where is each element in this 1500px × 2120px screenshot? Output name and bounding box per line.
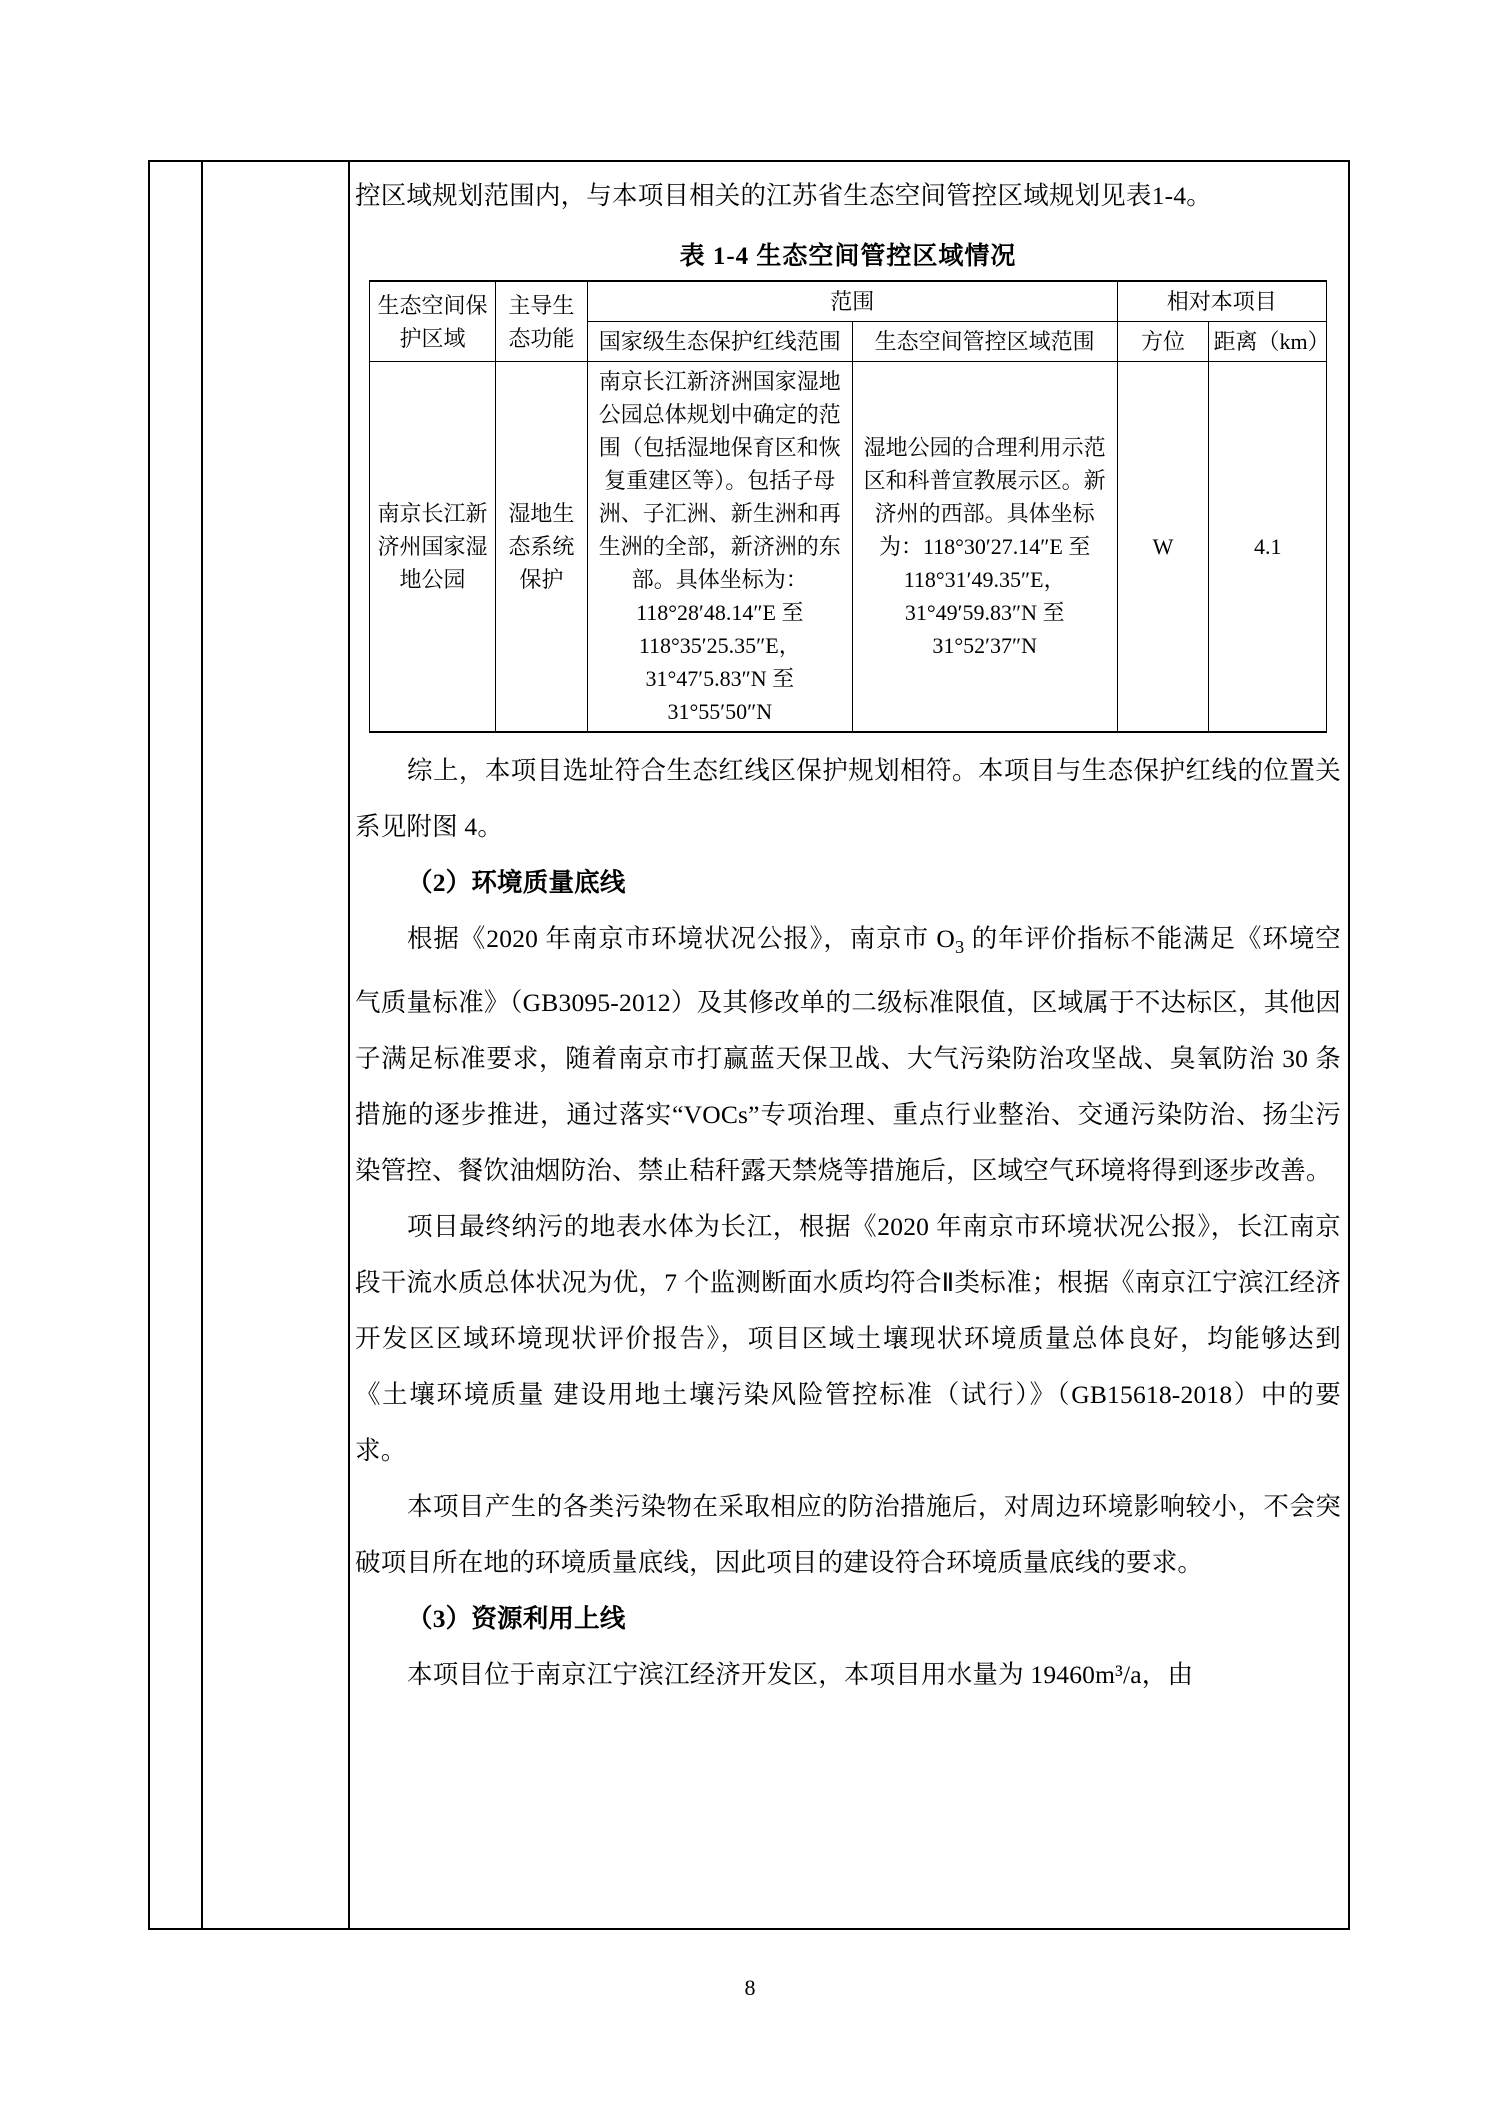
paragraph-environment-1b: 的年评价指标不能满足《环境空气质量标准》（GB3095-2012）及其修改单的二级标准限值，区域属于不达标区，其他因子满足标准要求，随着南京市打赢蓝天保卫战、大气污染防治攻坚战、臭氧防治 30 条措施的逐步推进，通过落实“VOCs”专项治理、重点行业整治、交通污染防治、扬尘污染管控、餐饮油烟防治、禁止秸秆露天禁烧等措施后，区域空气环境将得到逐步改善。 [355,924,1341,1186]
header-redline-range: 国家级生态保护红线范围 [587,322,852,362]
table-caption: 表 1-4 生态空间管控区域情况 [679,243,1017,270]
paragraph-resource: 本项目位于南京江宁滨江经济开发区，本项目用水量为 19460m³/a，由 [407,1660,1194,1690]
eco-space-table [369,280,1330,733]
page-number: 8 [744,1975,756,2000]
cell-control-range: 湿地公园的合理利用示范区和科普宣教展示区。新济州的西部。具体坐标为：118°30′27.14″E 至 118°31′49.35″E，31°49′59.83″N 至 31°52′37″N [852,362,1117,733]
header-group-relative: 相对本项目 [1117,281,1326,322]
paragraph-continued: 控区域规划范围内，与本项目相关的江苏省生态空间管控区域规划见表1-4。 [355,181,1212,210]
table-column-divider-1 [201,160,203,1930]
paragraph-after-table: 综上，本项目选址符合生态红线区保护规划相符。本项目与生态保护红线的位置关系见附图 4。 [355,756,1341,841]
cell-protected-area: 南京长江新济州国家湿地公园 [370,362,496,733]
cell-main-function: 湿地生态系统保护 [496,362,588,733]
header-direction: 方位 [1117,322,1209,362]
cell-redline-range: 南京长江新济洲国家湿地公园总体规划中确定的范围（包括湿地保育区和恢复重建区等）。包括子母洲、子汇洲、新生洲和再生洲的全部，新济洲的东部。具体坐标为：118°28′48.14″E 至 118°35′25.35″E，31°47′5.83″N 至 31°55′50″N [587,362,852,733]
table-row [370,362,1327,733]
cell-direction: W [1117,362,1209,733]
header-distance: 距离（km） [1209,322,1327,362]
table-column-divider-2 [348,160,350,1930]
paragraph-environment-2: 项目最终纳污的地表水体为长江，根据《2020 年南京市环境状况公报》，长江南京段干流水质总体状况为优，7 个监测断面水质均符合Ⅱ类标准；根据《南京江宁滨江经济开发区区域环境现状评价报告》，项目区域土壤现状环境质量总体良好，均能够达到《土壤环境质量 建设用地土壤污染风险管控标准（试行）》（GB15618-2018）中的要求。 [355,1212,1341,1466]
paragraph-environment-3: 本项目产生的各类污染物在采取相应的防治措施后，对周边环境影响较小，不会突破项目所在地的环境质量底线，因此项目的建设符合环境质量底线的要求。 [355,1492,1341,1578]
header-protected-area: 生态空间保护区域 [370,281,496,362]
paragraph-environment-1 [355,911,1341,1199]
paragraph-environment-1a: 根据《2020 年南京市环境状况公报》，南京市 O [407,924,956,953]
header-control-range: 生态空间管控区域范围 [852,322,1117,362]
header-main-function: 主导生态功能 [496,281,588,362]
heading-resource-ceiling: （3）资源利用上线 [407,1604,626,1634]
document-content [355,168,1341,1703]
table-header-row-1 [370,281,1327,322]
subscript-ozone: 3 [955,937,965,958]
header-group-range: 范围 [587,281,1117,322]
cell-distance: 4.1 [1209,362,1327,733]
heading-environment-baseline: （2）环境质量底线 [407,868,626,897]
